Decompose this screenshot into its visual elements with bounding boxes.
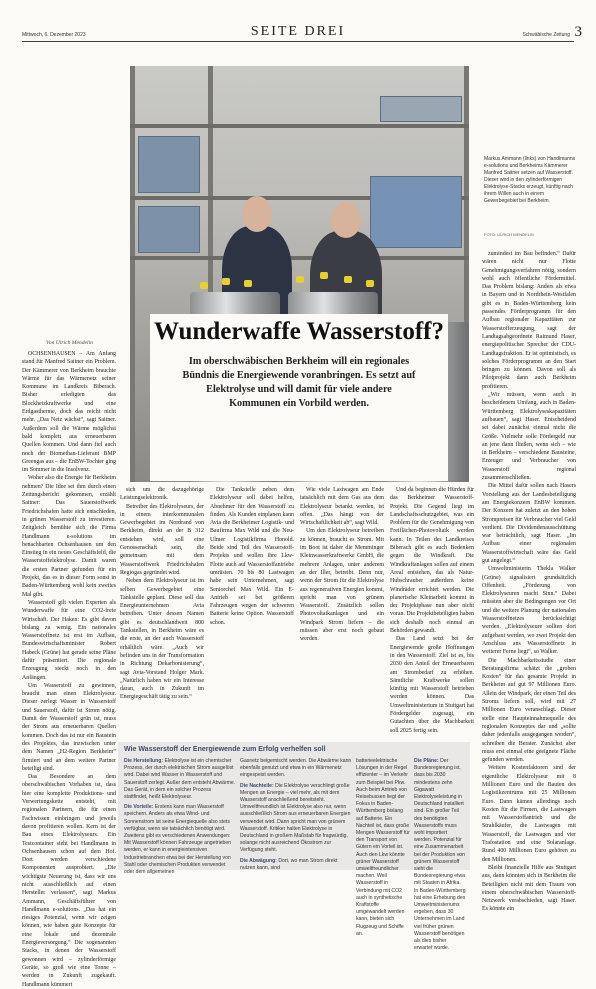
header-rule xyxy=(22,41,574,42)
info-label: Die Nachteile: xyxy=(240,782,274,789)
article-column-6 xyxy=(482,250,576,913)
issue-date: Mittwoch, 6. Dezember 2023 xyxy=(22,32,86,38)
article-column-1 xyxy=(22,350,116,988)
subheadline: Im oberschwäbischen Berkheim will ein regionales Bündnis die Energiewende voranbringen. Es setzt auf Elektrolyse und will damit für viele andere Kommunen ein Vorbild werden. xyxy=(182,356,416,409)
paragraph: Das Land setzt bei der Energiewende große Hoffnungen in den Wasserstoff. Ziel ist es, bis 2030 den Anteil der Erneuerbaren am Strombedarf zu erhöhen. Sämtliche Kraftwerke sollen künftig mit Wasserstoff betrieben werden können. Das Umweltministerium in Stuttgart hat Fördergelder zugesagt, ein Gutachten über die Machbarkeit soll 2025 fertig sein. xyxy=(390,636,474,734)
section-title: SEITE DREI xyxy=(250,24,346,39)
article-column-5 xyxy=(390,486,474,738)
info-text: Die Elektrolyse verschlingt große Mengen an Energie – viel mehr, als mit dem Wasserstoff anschließend bereitsteht. Umweltfreundlich ist Elektrolyse also nur, wenn ausschließlich Strom aus erneuerbaren Energien verwendet wird. Dann spricht man von grünem Wasserstoff. Kritiker halten Elektrolyse in Deutschland in großem Maßstab für fragwürdig, solange nicht ausreichend Ökostrom zur Verfügung steht. xyxy=(240,782,351,854)
paragraph: „Wir müssen, wenn auch in bescheidenem Umfang, auch in Baden-Württemberg Elektrolyseskapazitäten aufbauen“, sagt Haser. Entscheidend sei dabei zunächst einmal nicht die Größe. Vielmehr solle Fördergeld nur an jene dann fließen, wenn sich – wie in Berkheim – verschiedene Bausteine, Erzeuger und Verbraucher von Wasserstoff regional zusammenschließen. xyxy=(482,392,576,482)
paragraph: Bleibt finanzielle Hilfe aus Stuttgart aus, dann könnten sich in Berkheim die Beteiligten nicht mit dem Traum von einem oberschwäbischen Wasserstoff-Netzwerk verabschieden, sagt Haser. Es könnte ein xyxy=(482,864,576,913)
paragraph: OCHSENHAUSEN – Am Anfang stand für Manfred Saitner ein Problem. Der Kämmerer von Berkheim brauchte Wärme für das Wärmenetz seiner Kommune im Landkreis Biberach. Bisher erledigten das Blockheizkraftwerke und eine Erdgastherme, doch das reicht nicht mehr. „Das Netz wächst“, sagt Saitner. Außerdem soll die Wärme möglichst bald komplett aus erneuerbaren Quellen kommen. Und dann fiel auch noch der Biomethan-Lieferant BMP Greengas aus – die EnBW-Tochter ging im Sommer in die Insolvenz. xyxy=(22,351,116,474)
info-label: Die Abwägung: xyxy=(240,857,277,864)
paragraph: Wie viele Lastwagen am Ende tatsächlich mit dem Gas aus dem Elektrolyseur betankt werden, ist offen. „Das hängt von der Wirtschaftlichkeit ab“, sagt Wild. xyxy=(300,487,384,527)
info-text: Gasnetz beigemischt werden. Die Abwärme kann ebenfalls genutzt und etwa in ein Wärmenetz eingespeist werden. xyxy=(240,758,352,779)
paragraph: Um Wasserstoff zu gewinnen, braucht man einen Elektrolyseur. Dieser zerlegt Wasser in Wasserstoff und Sauerstoff, dafür ist Strom nötig. Damit der Wasserstoff grün ist, muss der Strom aus erneuerbaren Quellen kommen. Doch das ist nur ein Baustein des Projektes, das inzwischen unter dem Namen „H2-Region Berkheim“ firmiert und an dem weitere Partner beteiligt sind. xyxy=(22,682,116,772)
info-paragraph xyxy=(356,758,410,938)
article-column-2 xyxy=(120,486,204,738)
paragraph: sich um die dazugehörige Leistungselektronik. xyxy=(120,487,204,502)
info-label: Die Herstellung: xyxy=(124,758,164,764)
paragraph: Weitere Kostenfaktoren sind der eigentliche Elektrolyseur mit 8 Millionen Euro und die Bauten des Logistikzentrums mit 25 Millionen Euro. Dann kämen allerdings noch Kosten für die Firmen, die Lastwagen mit Wasserstoffantrieb und die Strahlkäufer, die Lastwagen mit Wasserstoff, die Lastwagen und vier Trafostation und eine Solaranlage. Rund 400 Millionen Euro gehören zu den Millionen. xyxy=(482,765,576,863)
paragraph: Die Mittel dafür sollen nach Hasers Vorstellung aus der Landesbeteiligung am Energiekonzern EnBW kommen. Der Konzern hat zuletzt an den hohen Strompreisen für Verbraucher viel Geld verdient. Die Dividendenausschüttung war beträchtlich, sagt Haser. „Im Aufbau einer regionalen Wasserstoffwirtschaft wäre das Geld gut angelegt.“ xyxy=(482,483,576,564)
info-paragraph xyxy=(124,804,236,876)
info-box-title: Wie Wasserstoff der Energiewende zum Erfolg verhelfen soll xyxy=(124,746,326,753)
paragraph: Das Besondere an dem oberschwäbischen Vorhaben ist, dass hier eine komplette Produktions- und Verwertungskette entsteht, mit regionalen Partnern, die für einen Fachwissen einbringen und jeweils davon profitieren wollen. Kern ist der Bau eines Elektrolyseurs. Ein Testcontainer steht bei Handlmann in Ochsenhausen schon auf dem Hof. Dort werden verschiedene Komponenten ausprobiert. „Die wichtigste Neuerung ist, dass wir uns nicht ausschließlich auf einen Hersteller verlassen“, sagt Markus Ammann, Geschäftsführer von Handlmann e-solutions. „Das hat ein riesiges Potenzial, wenn wir zeigen können, wie haben gute Konzepte für eine lokale und dezentrale Energieversorgung.“ Die sogenannten Stacks, in denen der Wasserstoff gewonnen wird – zylinderförmige Geräte, so groß wie eine Tonne – werden in Zukunft zugekauft. Handlmann kümmert xyxy=(22,774,116,988)
paragraph: zumindest im Bau befinden.“ Dafür wären nicht nur Flotte Genehmigungsverfahren nötig, sondern wohl auch öffentliche Fördermittel. Das Problem bislang: Anders als etwa in Bayern und in Nordrhein-Westfalen gibt es in Baden-Württemberg kein passendes Förderprogramm für den Aufbau regionaler Kapazitäten zur Wasserstofferzeugung, sagt der Landtagsabgeordnete Raimund Haser, energiepolitischer Sprecher der CDU-Landtagsfraktion. Er ist optimistisch, es solches Förderprogramm an den Start bringen zu können. Davon soll als Pilotprojekt dann auch Berkheim profitieren. xyxy=(482,251,576,390)
info-text: Elektrolyse ist ein chemischer Prozess, der durch elektrischen Strom ausgelöst wird. Dabei wird Wasser in Wasserstoff und Sauerstoff zerlegt. Außer dem entsteht Abwärme. Das Gerät, in dem ein solcher Prozess stattfindet, heißt Elektrolyseur. xyxy=(124,758,236,801)
info-text: Dort, wo man Strom direkt nutzen kann, sind xyxy=(240,857,338,871)
headline-block xyxy=(150,314,448,481)
photo-caption: Markus Ammann (links) von Handlmanns e-solutions und Berkheims Kämmerer Manfred Saitner setzen auf Wasserstoff. Dieser wird in den zylinderförmigen Elektrolyse-Stacks erzeugt, künftig nach ihrem Willen auch in einem Gewerbegebiet bei Berkheim. xyxy=(484,156,576,204)
paragraph: Die Tankstelle neben dem Elektrolyseur soll dabei helfen, Abnehmer für den Wasserstoff zu finden. Als Kunden einplanen kann Avia die Berkheimer Logistik- und Baufirma Max Wild und die Neu-Ulmer Logistikfirma Honold. Beide sind Teil des Wasserstoff-Projekts und wollen ihre Lkw-Flotte auch auf Wasserstoffantriebe umrüsten. 70 bis 80 Lastwagen habe sein Unternehmen, sagt Seniorchef Max Wild. Ein E-Antrieb sei bei größeren Fahrzeugen wegen der schweren Batterie keine Option. Wasserstoff schon. xyxy=(210,487,294,626)
info-text: Erstens kann man Wasserstoff speichern. Anders als etwa Wind- und Sonnenstrom ist seine Energiequelle also stets verfügbar, wenn sie tatsächlich benötigt wird. Zweitens gibt es verschiedenen Anwendungen: Mit Wasserstoff können Fahrzeuge angetrieben werden, er kann in energieintensiven Industriebranchen etwa bei der Herstellung von Stahl oder chemischen Produkten verwendet oder dem allgemeinen xyxy=(124,804,232,876)
info-paragraph xyxy=(414,758,466,952)
info-column-3 xyxy=(356,758,410,937)
info-paragraph xyxy=(124,758,236,801)
page-number: 3 xyxy=(574,24,582,40)
info-label: Die Vorteile: xyxy=(124,804,154,811)
info-column-4 xyxy=(414,758,466,952)
article-column-4 xyxy=(300,486,384,738)
info-paragraph xyxy=(240,858,352,872)
paragraph: Umweltministerin Thekla Walker (Grüne) signalisiert grundsätzlich Offenheit. „Förderung von Elektrolyseuren macht Sinn.“ Dabei müssten aber die Bedingungen vor Ort und die weitere Planung der nationalen Wasserstoffnetzes berücksichtigt werden. „Elektrolyseure sollten dort aufgebaut werden, wo zwei Projekt den Anschluss ans Wasserstoffnetz in weiterer Ferne liegt“, so Walker. xyxy=(482,566,576,656)
info-paragraph xyxy=(240,783,352,855)
info-label: Die Pläne: xyxy=(414,758,439,764)
info-text: Der Bundesregierung ist, dass bis 2030 mindestens zehn Gigawatt Elektrolyseleistung in Deutschland installiert sind. Ein großer Teil des benötigten Wasserstoffs muss wohl importiert werden. Potenzial für eine Zusammenarbeit bei der Produktion von grünem Wasserstoff sieht die Bundesregierung etwa mit Staaten in Afrika. In Baden-Württemberg hat eine Erhebung des Umweltministeriums ergeben, dass 30 Unternehmen im Land viel früher grünen Wasserstoff benötigen als dies bisher erwartet wurde. xyxy=(414,758,466,952)
info-paragraph xyxy=(240,758,352,780)
info-text: batterieelektrische Lösungen in der Regel effizienter – im Verkehr zum Beispiel bei Pkw. Auch beim Antrieb von Reisebussen liegt der Fokus in Baden-Württemberg bislang auf Batterie. Ein Nachteil ist, dass große Mengen Wasserstoff für den Transport von Gütern ein Vorteil ist. Auch den Lkw könnte grüner Wasserstoff umweltfreundlicher machen. Weil Wasserstoff in Verbindung mit CO2 auch in synthetische Kraftstoffe umgewandelt werden kann, bieten sich Flugzeug und Schiffe an. xyxy=(356,758,410,937)
info-column-1 xyxy=(124,758,236,876)
paragraph: Betreiber des Elektrolyseurs, der in einem interkommunalen Gewerbegebiet im Nordrand von Berkheim, direkt an der B 312 entstehen wird, soll eine Genossenschaft sein, die gemeinsam mit dem Wasserstoffwerk Friedrichshafen Regiogas gegründet wird. xyxy=(120,503,204,576)
headline: Wunderwaffe Wasserstoff? xyxy=(153,318,445,345)
paragraph: Die Machbarkeitsstudie einer Beratungsfirma schätzt die „groben Kosten“ für das gesamte Projekt in Berkheim auf gut 97 Millionen Euro. Allein der Windpark, der einen Teil des Stroms liefern soll, wird mit 27 Millionen Euro veranschlagt. Dieser stelle eine Haupteinnahmequelle des regionalen Konzeptes dar und „sollte daher jedenfalls ausgegangen werden“, schreiben die Berater. Zunächst aber muss erst einmal eine geeignete Fläche gefunden werden. xyxy=(482,657,576,764)
info-column-2 xyxy=(240,758,352,871)
paragraph: Neben dem Elektrolyseur ist im selben Gewerbegebiet eine Tankstelle geplant. Diese soll das Energieunternehmen Avia betreiben. Unter dessen Namen gibt es deutschlandweit 800 Tankstellen, in Berkheim wäre es die erste, an der auch Wasserstoff erhältlich wäre. „Auch wir befinden uns in der Transformation in Richtung Dekarbonisierung“, sagt Avia-Vorstand Holger Mark. „Natürlich haben wir ein Interesse daran, auch in Zukunft im Energiegeschäft tätig zu sein.“ xyxy=(120,578,204,701)
byline: Von Ulrich Mendelin xyxy=(46,340,93,346)
paragraph: Woher also die Energie für Berkheim nehmen? Die Idee sei ihm durch einen Zeitungsbericht gekommen, erzählt Saitner: Das Sauerstoffwerk Friedrichshafen hatte sich entschieden, in grünen Wasserstoff zu investieren. Zeitgleich bemühte sich die Firma Handlmann e-solutions im benachbarten Ochsenhausen um den Einstieg in ein neues Geschäftsfeld, die Wasserstoffelektrolyse. Damit waren die ersten Partner gefunden für ein Projekt, das es in dieser Form sonst in Baden-Württemberg wohl kein zweites Mal gibt. xyxy=(22,475,116,598)
photo-credit: FOTO: ULRICH MENDELIN xyxy=(484,232,534,237)
paragraph: Um den Elektrolyseur betreiben zu können, braucht es Strom. Mit im Boot ist daher die Memminger Kleinwasserkraftwerke GmbH, die mehrere Anlagen, unter anderem an der Iller, betreibt. Denn nur, wenn der Strom für die Elektrolyse aus regenerativen Energien kommt, spricht man von grünem Wasserstoff. Zusätzlich sollen Photovoltaikanlagen und ein Windpark Strom liefern – die müssen aber erst noch gebaut werden. xyxy=(300,528,384,643)
newspaper-name: Schwäbische Zeitung xyxy=(522,32,570,38)
paragraph: Und da beginnen die Hürden für das Berkheimer Wasserstoff-Projekt. Die Gegend liegt im Landschaftsschutzgebiet, was ein Problem für die Genehmigung von Freiflächen-Photovoltaik werden kann. In Teilen des Landkreises Biberach gibt es auch Bedenken gegen die Windkraft. Die Windkraftanlagen sollen auf einem Areal entstehen, das als Natur-Hubschrauber außerdem keine Windräder errichtet werden. Die planerische Kleinarbeit kommt in der Projektphase nun aber nicht voran. Die Projektbeteiligten haben sich deshalb noch einmal an Behörden gewandt. xyxy=(390,487,474,635)
paragraph: Wasserstoff gilt vielen Experten als Wunderwaffe für eine CO2-freie Wirtschaft. Der Haken: Es gibt davon bislang zu wenig. Ein nationales Wasserstoffnetz ist erst im Aufbau, Bundeswirtschaftsminister Robert Habeck (Grüne) hat gerade seine Pläne dafür präsentiert. Die regionale Erzeugung steckt noch in den Anfängen. xyxy=(22,599,116,681)
article-column-3 xyxy=(210,486,294,738)
